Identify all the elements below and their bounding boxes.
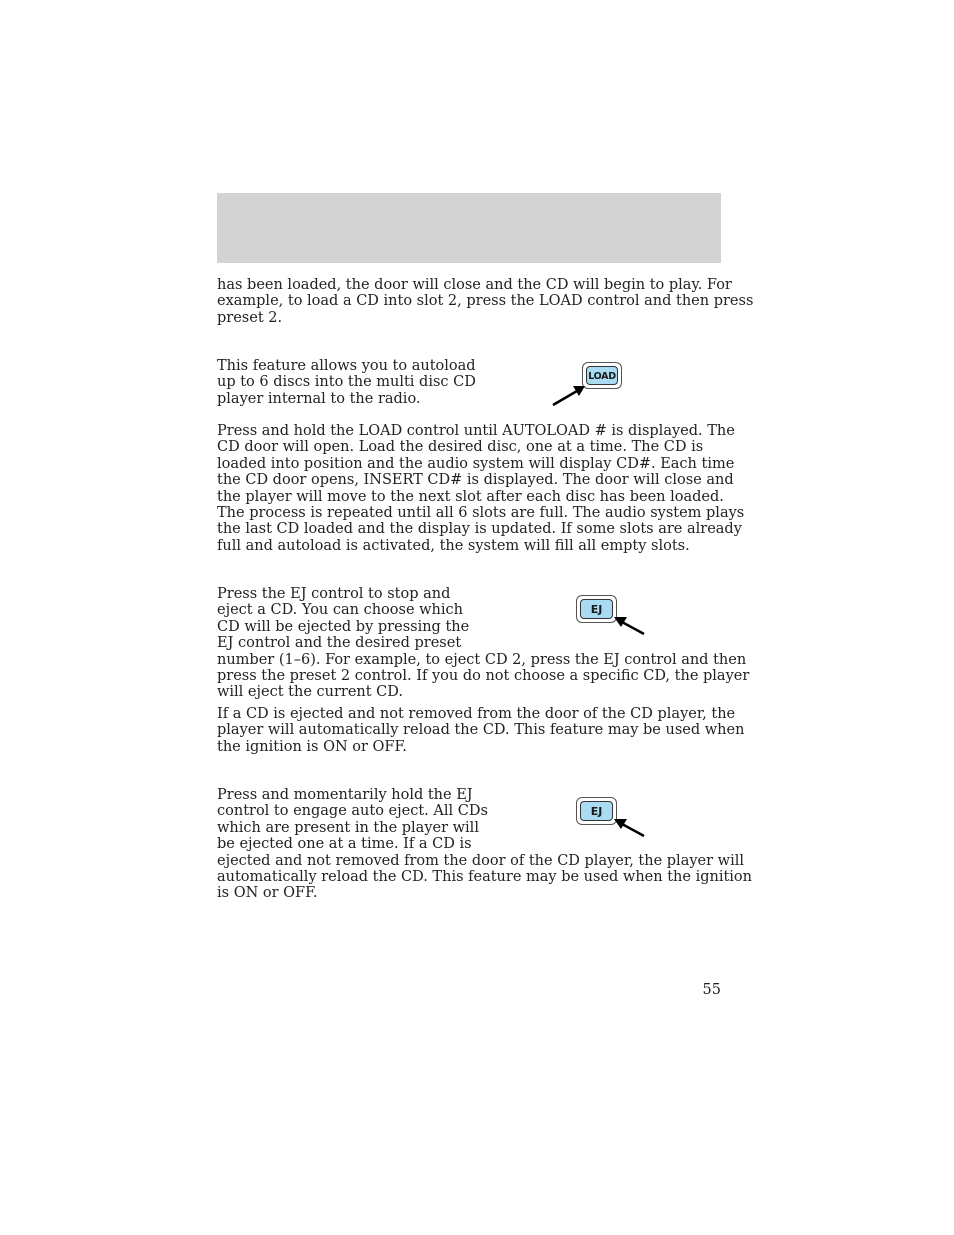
text-line: number (1–6). For example, to eject CD 2, press the EJ control and then bbox=[217, 651, 747, 668]
text-line: automatically reload the CD. This feature may be used when the ignition bbox=[217, 869, 752, 886]
text-line: CD will be ejected by pressing the bbox=[217, 618, 470, 635]
paragraph-auto-eject bbox=[217, 787, 752, 902]
text-line: be ejected one at a time. If a CD is bbox=[217, 836, 472, 853]
ej-button-illustration bbox=[576, 797, 617, 825]
text-line: full and autoload is activated, the system will fill all empty slots. bbox=[217, 537, 690, 554]
arrow-pointer-icon bbox=[612, 614, 648, 638]
text-line: ejected and not removed from the door of the CD player, the player will bbox=[217, 852, 744, 869]
page-number: 55 bbox=[702, 982, 721, 998]
arrow-pointer-icon bbox=[612, 816, 648, 840]
text-line: If a CD is ejected and not removed from the door of the CD player, the bbox=[217, 706, 736, 722]
text-line: has been loaded, the door will close and the CD will begin to play. For bbox=[217, 277, 732, 293]
text-line: will eject the current CD. bbox=[217, 684, 403, 701]
text-line: player will automatically reload the CD. This feature may be used when bbox=[217, 722, 745, 739]
text-line: control to engage auto eject. All CDs bbox=[217, 803, 488, 820]
text-line: Press and hold the LOAD control until AUTOLOAD # is displayed. The bbox=[217, 423, 735, 439]
ej-button-label: EJ bbox=[580, 599, 613, 619]
text-line: example, to load a CD into slot 2, press the LOAD control and then press bbox=[217, 293, 754, 310]
ej-button-label: EJ bbox=[580, 801, 613, 821]
text-line: the ignition is ON or OFF. bbox=[217, 738, 407, 755]
paragraph-eject bbox=[217, 586, 749, 701]
text-line: is ON or OFF. bbox=[217, 885, 318, 902]
arrow-pointer-icon bbox=[550, 380, 590, 408]
text-line: This feature allows you to autoload bbox=[217, 358, 476, 374]
text-line: the player will move to the next slot after each disc has been loaded. bbox=[217, 488, 724, 505]
load-button-label: LOAD bbox=[586, 366, 618, 385]
paragraph-load-intro bbox=[217, 277, 753, 326]
text-line: up to 6 discs into the multi disc CD bbox=[217, 374, 476, 391]
text-line: Press and momentarily hold the EJ bbox=[217, 787, 473, 803]
paragraph-auto-reload bbox=[217, 706, 744, 755]
paragraph-autoload-feature bbox=[217, 358, 476, 407]
text-line: the CD door opens, INSERT CD# is displayed. The door will close and bbox=[217, 472, 734, 489]
text-line: EJ control and the desired preset bbox=[217, 635, 462, 652]
ej-button-illustration bbox=[576, 595, 617, 623]
text-line: preset 2. bbox=[217, 309, 283, 326]
section-header-bar bbox=[217, 193, 721, 263]
text-line: The process is repeated until all 6 slots are full. The audio system plays bbox=[217, 505, 745, 522]
text-line: eject a CD. You can choose which bbox=[217, 602, 463, 619]
text-line: loaded into position and the audio system will display CD#. Each time bbox=[217, 455, 735, 472]
text-line: the last CD loaded and the display is updated. If some slots are already bbox=[217, 521, 742, 538]
text-line: player internal to the radio. bbox=[217, 390, 421, 407]
text-line: Press the EJ control to stop and bbox=[217, 586, 451, 602]
text-line: CD door will open. Load the desired disc, one at a time. The CD is bbox=[217, 439, 704, 456]
text-line: press the preset 2 control. If you do not choose a specific CD, the player bbox=[217, 668, 750, 685]
paragraph-autoload-instructions bbox=[217, 423, 744, 554]
text-line: which are present in the player will bbox=[217, 819, 479, 836]
